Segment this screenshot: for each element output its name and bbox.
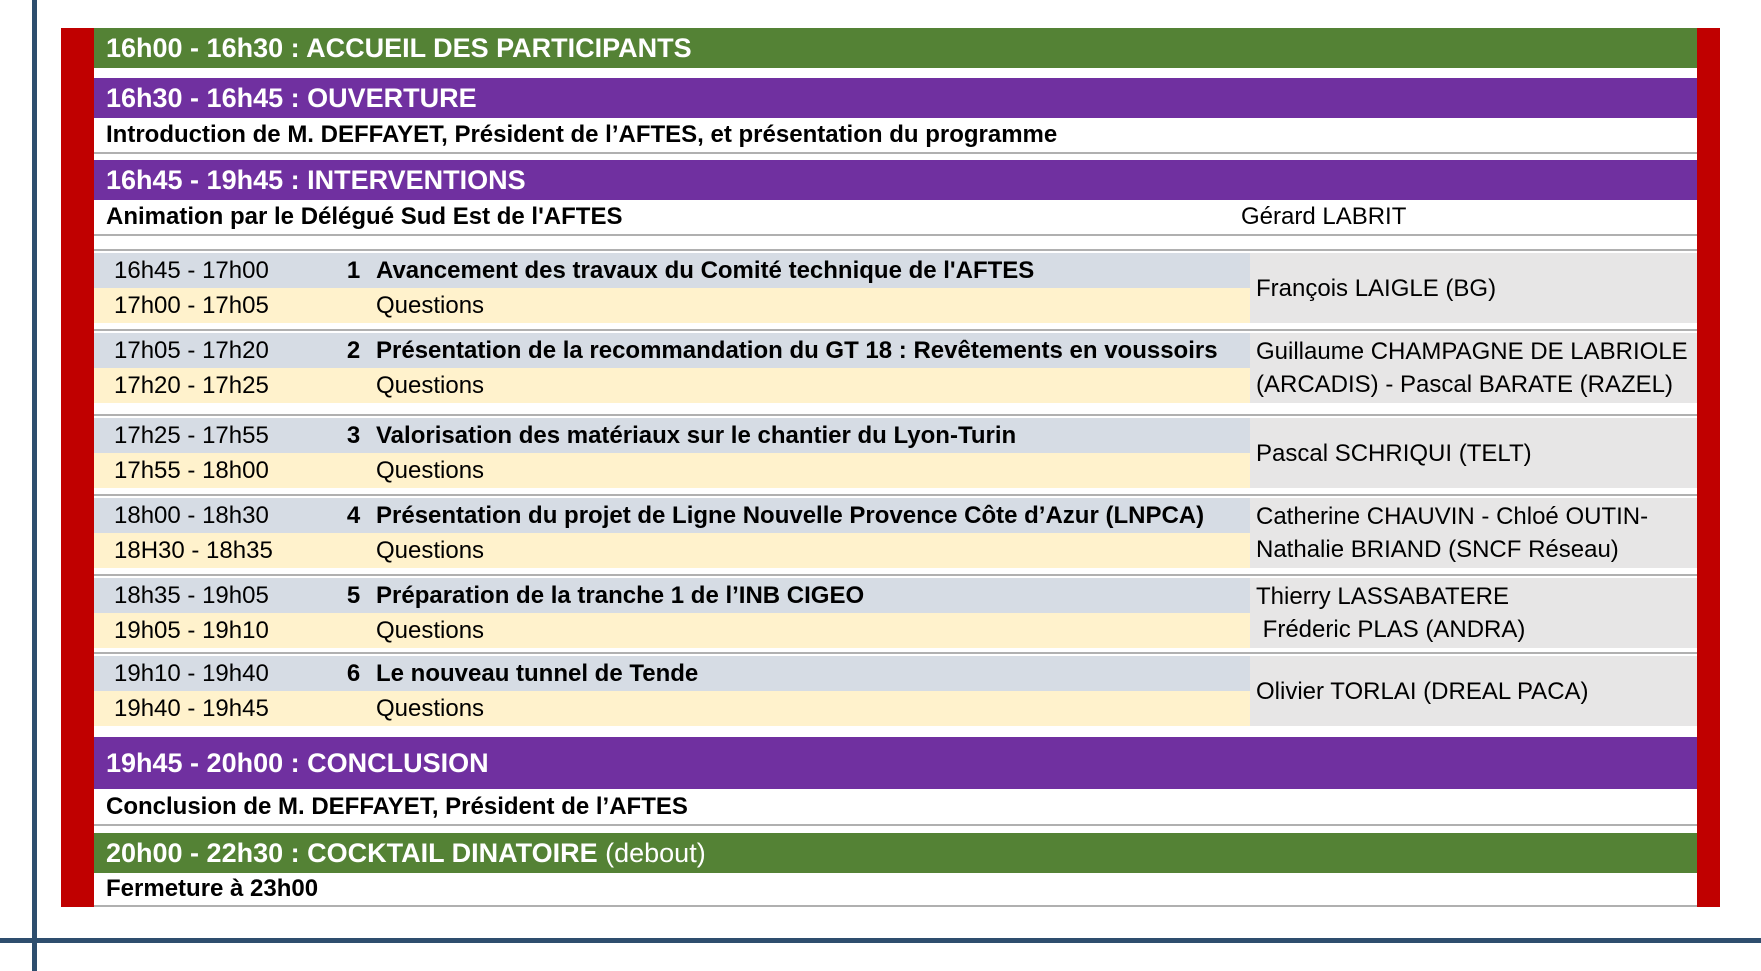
talk-title-text: Présentation du projet de Ligne Nouvelle Provence Côte d’Azur (LNPCA)	[376, 501, 1205, 529]
speaker-line: Nathalie BRIAND (SNCF Réseau)	[1256, 536, 1619, 563]
animation-row	[94, 200, 1697, 236]
animation-label: Animation par le Délégué Sud Est de l'AFTES	[106, 203, 623, 230]
question-time	[94, 453, 331, 488]
question-label-text: Questions	[376, 616, 485, 644]
question-time	[94, 533, 331, 568]
question-label	[376, 691, 1250, 726]
talk-number-text: 3	[346, 421, 361, 449]
talk-separator	[94, 329, 1697, 331]
talk-title-text: Préparation de la tranche 1 de l’INB CIGEO	[376, 581, 865, 609]
talk-number	[331, 418, 376, 453]
question-label-text: Questions	[376, 371, 485, 399]
speaker-line: Thierry LASSABATERE	[1256, 583, 1509, 610]
question-time-text: 19h40 - 19h45	[114, 694, 269, 722]
talk-time-text: 16h45 - 17h00	[114, 256, 269, 284]
talk-time	[94, 578, 331, 613]
cocktail-note: (debout)	[605, 837, 706, 868]
header-conclusion: 19h45 - 20h00 : CONCLUSION	[94, 737, 1697, 789]
question-time-text: 17h55 - 18h00	[114, 456, 269, 484]
talk-speaker	[1250, 253, 1697, 323]
talk-number	[331, 498, 376, 533]
talk-separator	[94, 414, 1697, 416]
speaker-line: François LAIGLE (BG)	[1256, 274, 1497, 302]
talk-separator	[94, 494, 1697, 496]
header-ouverture: 16h30 - 16h45 : OUVERTURE	[94, 78, 1697, 118]
question-label-text: Questions	[376, 291, 485, 319]
speaker-line: Fréderic PLAS (ANDRA)	[1256, 616, 1526, 643]
question-label-text: Questions	[376, 456, 485, 484]
animation-speaker: Gérard LABRIT	[1241, 203, 1407, 230]
talk-number-text: 2	[346, 336, 361, 364]
question-spacer	[331, 691, 376, 726]
question-time	[94, 613, 331, 648]
speaker-line: Pascal SCHRIQUI (TELT)	[1256, 439, 1532, 467]
talk-time	[94, 498, 331, 533]
talk-title-text: Le nouveau tunnel de Tende	[376, 659, 699, 687]
talk-title-text: Présentation de la recommandation du GT 18 : Revêtements en voussoirs	[376, 336, 1218, 364]
right-red-border	[1697, 28, 1720, 907]
speaker-line: Guillaume CHAMPAGNE DE LABRIOLE	[1256, 338, 1688, 365]
question-time-text: 17h20 - 17h25	[114, 371, 269, 399]
talk-number	[331, 333, 376, 368]
question-spacer	[331, 368, 376, 403]
talk-speaker	[1250, 333, 1697, 403]
talk-time-text: 17h25 - 17h55	[114, 421, 269, 449]
talk-title	[376, 418, 1250, 453]
frame-vertical-line	[32, 0, 37, 971]
talk-number	[331, 656, 376, 691]
talk-title-text: Valorisation des matériaux sur le chantier du Lyon-Turin	[376, 421, 1017, 449]
talk-speaker	[1250, 498, 1697, 568]
question-time	[94, 368, 331, 403]
talk-time-text: 18h00 - 18h30	[114, 501, 269, 529]
left-red-border	[61, 28, 94, 907]
frame-horizontal-line	[0, 938, 1761, 943]
question-label	[376, 368, 1250, 403]
talk-separator	[94, 652, 1697, 654]
fermeture-text: Fermeture à 23h00	[94, 873, 1697, 907]
question-label-text: Questions	[376, 694, 485, 722]
talk-title	[376, 253, 1250, 288]
question-spacer	[331, 453, 376, 488]
question-label-text: Questions	[376, 536, 485, 564]
talk-number-text: 5	[346, 581, 361, 609]
talk-number	[331, 578, 376, 613]
talk-title	[376, 498, 1250, 533]
question-spacer	[331, 288, 376, 323]
talk-title-text: Avancement des travaux du Comité technique de l'AFTES	[376, 256, 1035, 284]
talk-speaker	[1250, 656, 1697, 726]
speaker-line: Olivier TORLAI (DREAL PACA)	[1256, 677, 1589, 705]
talk-speaker	[1250, 418, 1697, 488]
talk-time	[94, 656, 331, 691]
talk-speaker	[1250, 578, 1697, 648]
question-spacer	[331, 533, 376, 568]
talk-number-text: 6	[346, 659, 361, 687]
talk-separator	[94, 574, 1697, 576]
header-cocktail: 20h00 - 22h30 : COCKTAIL DINATOIRE (debout)	[94, 833, 1697, 873]
question-time-text: 17h00 - 17h05	[114, 291, 269, 319]
talk-time-text: 17h05 - 17h20	[114, 336, 269, 364]
talk-time	[94, 253, 331, 288]
talk-number	[331, 253, 376, 288]
talk-number-text: 4	[346, 501, 361, 529]
question-label	[376, 288, 1250, 323]
question-time	[94, 691, 331, 726]
question-time-text: 18H30 - 18h35	[114, 536, 273, 564]
question-label	[376, 533, 1250, 568]
question-time	[94, 288, 331, 323]
question-label	[376, 613, 1250, 648]
header-interventions: 16h45 - 19h45 : INTERVENTIONS	[94, 160, 1697, 200]
speaker-line: Catherine CHAUVIN - Chloé OUTIN-	[1256, 503, 1649, 530]
talk-title	[376, 578, 1250, 613]
talk-time-text: 19h10 - 19h40	[114, 659, 269, 687]
conclusion-description: Conclusion de M. DEFFAYET, Président de l’AFTES	[94, 790, 1697, 826]
ouverture-description: Introduction de M. DEFFAYET, Président de l’AFTES, et présentation du programme	[94, 118, 1697, 154]
talk-time	[94, 333, 331, 368]
talk-separator	[94, 249, 1697, 251]
talk-title	[376, 333, 1250, 368]
talk-time	[94, 418, 331, 453]
talk-number-text: 1	[346, 256, 361, 284]
talk-time-text: 18h35 - 19h05	[114, 581, 269, 609]
header-accueil: 16h00 - 16h30 : ACCUEIL DES PARTICIPANTS	[94, 28, 1697, 68]
question-time-text: 19h05 - 19h10	[114, 616, 269, 644]
question-spacer	[331, 613, 376, 648]
talk-title	[376, 656, 1250, 691]
question-label	[376, 453, 1250, 488]
speaker-line: (ARCADIS) - Pascal BARATE (RAZEL)	[1256, 371, 1673, 398]
